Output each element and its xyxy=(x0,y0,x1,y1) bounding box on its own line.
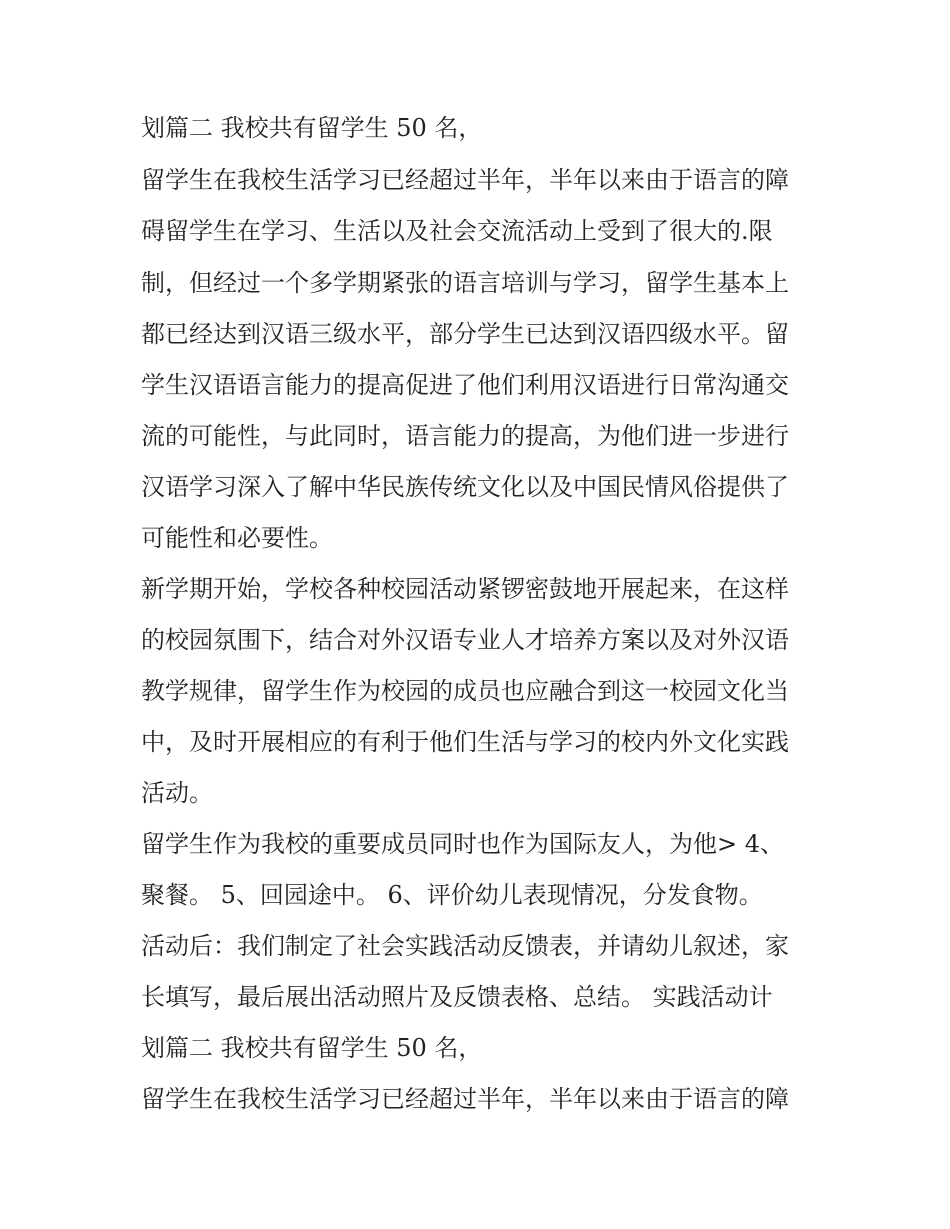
text-line-16: 聚餐。 5、回园途中。 6、评价幼儿表现情况，分发食物。 xyxy=(141,881,763,909)
text-line-12: 教学规律，留学生作为校园的成员也应融合到这一校园文化当 xyxy=(141,677,789,705)
text-line-14: 活动。 xyxy=(141,779,213,807)
text-line-2: 留学生在我校生活学习已经超过半年，半年以来由于语言的障 xyxy=(141,166,789,194)
text-line-17: 活动后：我们制定了社会实践活动反馈表，并请幼儿叙述，家 xyxy=(141,932,789,960)
text-line-5: 都已经达到汉语三级水平，部分学生已达到汉语四级水平。留 xyxy=(141,320,789,348)
text-line-3: 碍留学生在学习、生活以及社会交流活动上受到了很大的.限 xyxy=(141,217,773,245)
text-line-19: 划篇二 我校共有留学生 50 名， xyxy=(141,1034,483,1062)
text-line-18: 长填写，最后展出活动照片及反馈表格、总结。 实践活动计 xyxy=(141,983,773,1011)
text-line-13: 中，及时开展相应的有利于他们生活与学习的校内外文化实践 xyxy=(141,728,789,756)
text-line-6: 学生汉语语言能力的提高促进了他们利用汉语进行日常沟通交 xyxy=(141,371,789,399)
text-line-7: 流的可能性，与此同时，语言能力的提高，为他们进一步进行 xyxy=(141,422,789,450)
text-line-20: 留学生在我校生活学习已经超过半年，半年以来由于语言的障 xyxy=(141,1085,789,1113)
text-line-1: 划篇二 我校共有留学生 50 名， xyxy=(141,114,483,142)
text-line-15: 留学生作为我校的重要成员同时也作为国际友人，为他> 4、 xyxy=(141,830,785,858)
text-line-4: 制，但经过一个多学期紧张的语言培训与学习，留学生基本上 xyxy=(141,269,789,297)
text-line-10: 新学期开始，学校各种校园活动紧锣密鼓地开展起来，在这样 xyxy=(141,575,789,603)
text-line-8: 汉语学习深入了解中华民族传统文化以及中国民情风俗提供了 xyxy=(141,473,789,501)
text-line-9: 可能性和必要性。 xyxy=(141,524,333,552)
text-line-11: 的校园氛围下，结合对外汉语专业人才培养方案以及对外汉语 xyxy=(141,626,789,654)
